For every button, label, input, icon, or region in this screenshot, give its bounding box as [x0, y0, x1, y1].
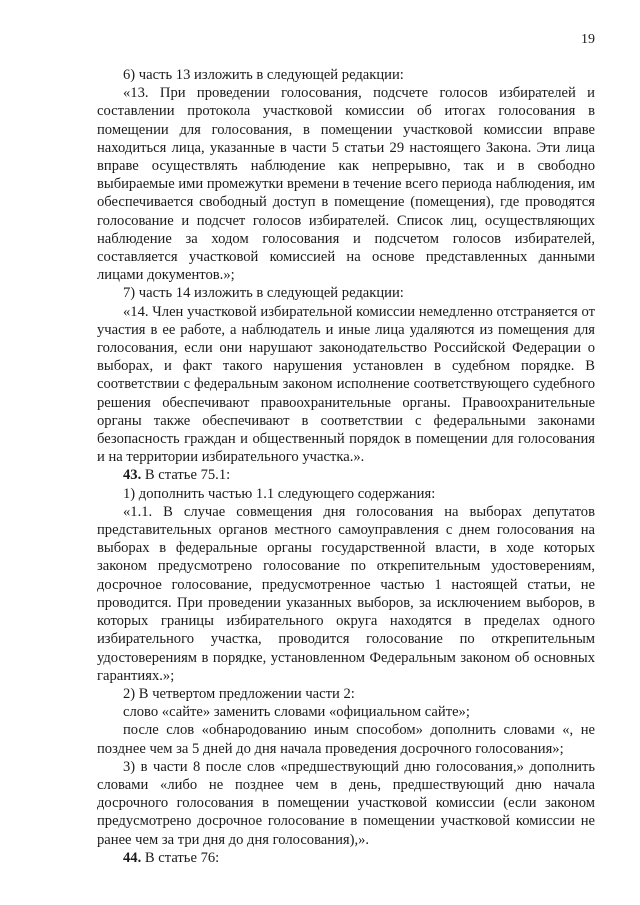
paragraph: после слов «обнародованию иным способом» дополнить словами «, не позднее чем за 5 дней до дня начала проведения досрочного голосования»; — [97, 722, 595, 757]
page-number: 19 — [581, 32, 595, 47]
paragraph: слово «сайте» заменить словами «официальном сайте»; — [123, 704, 470, 721]
article-heading — [97, 849, 595, 867]
paragraph: 1) дополнить частью 1.1 следующего содержания: — [123, 485, 436, 502]
paragraph: «1.1. В случае совмещения дня голосования на выборах депутатов представительных органов местного самоуправления с днем голосования на выборах в федеральные органы государственной власти, в ходе которых законом предусмотрено голосование по открепительным удостоверениям, досрочное голосование, предусмотренное частью 1 настоящей статьи, не проводится. При проведении указанных выборов, за исключением выборов, в которых границы избирательного округа находятся в пределах одного избирательного участка, проводится голосование по открепительным удостоверениям в порядке, установленном Федеральным законом об основных гарантиях.»; — [97, 503, 595, 684]
paragraph: «13. При проведении голосования, подсчете голосов избирателей и составлении протокола участковой комиссии об итогах голосования в помещении для голосования, в помещении участковой комиссии вправе находиться лица, указанные в части 5 статьи 29 настоящего Закона. Эти лица вправе осуществлять наблюдение как непрерывно, так и в свободно выбираемые ими промежутки времени в течение всего периода наблюдения, им обеспечивается свободный доступ в помещение (помещения), где проводятся голосование и подсчет голосов избирателей. Список лиц, осуществляющих наблюдение за ходом голосования и подсчетом голосов избирателей, составляется участковой комиссией на основе представленных данными лицами документов.»; — [97, 85, 595, 284]
paragraph: «14. Член участковой избирательной комиссии немедленно отстраняется от участия в ее работе, а наблюдатель и иные лица удаляются из помещения для голосования, если они нарушают законодательство Российской Федерации о выборах, и факт такого нарушения установлен в судебном порядке. В соответствии с федеральным законом исполнение соответствующего судебного решения обеспечивают правоохранительные органы. Правоохранительные органы также обеспечивают в соответствии с федеральными законами безопасность граждан и общественный порядок в помещении для голосования и на территории избирательного участка.». — [97, 303, 595, 466]
article-number: 44. — [123, 849, 142, 866]
article-heading — [97, 466, 595, 484]
article-title: В статье 76: — [144, 849, 220, 866]
document-body — [97, 66, 595, 867]
paragraph: 3) в части 8 после слов «предшествующий дню голосования,» дополнить словами «либо не позднее чем в день, предшествующий дню начала досрочного голосования в помещении участковой комиссии (если законом предусмотрено досрочное голосование в помещении участковой комиссии не ранее чем за три дня до дня голосования),». — [97, 758, 595, 848]
paragraph: 7) часть 14 изложить в следующей редакции: — [123, 285, 404, 302]
paragraph: 2) В четвертом предложении части 2: — [123, 685, 355, 702]
paragraph: 6) часть 13 изложить в следующей редакции: — [123, 67, 404, 83]
article-number: 43. — [123, 467, 142, 484]
article-title: В статье 75.1: — [144, 467, 231, 484]
